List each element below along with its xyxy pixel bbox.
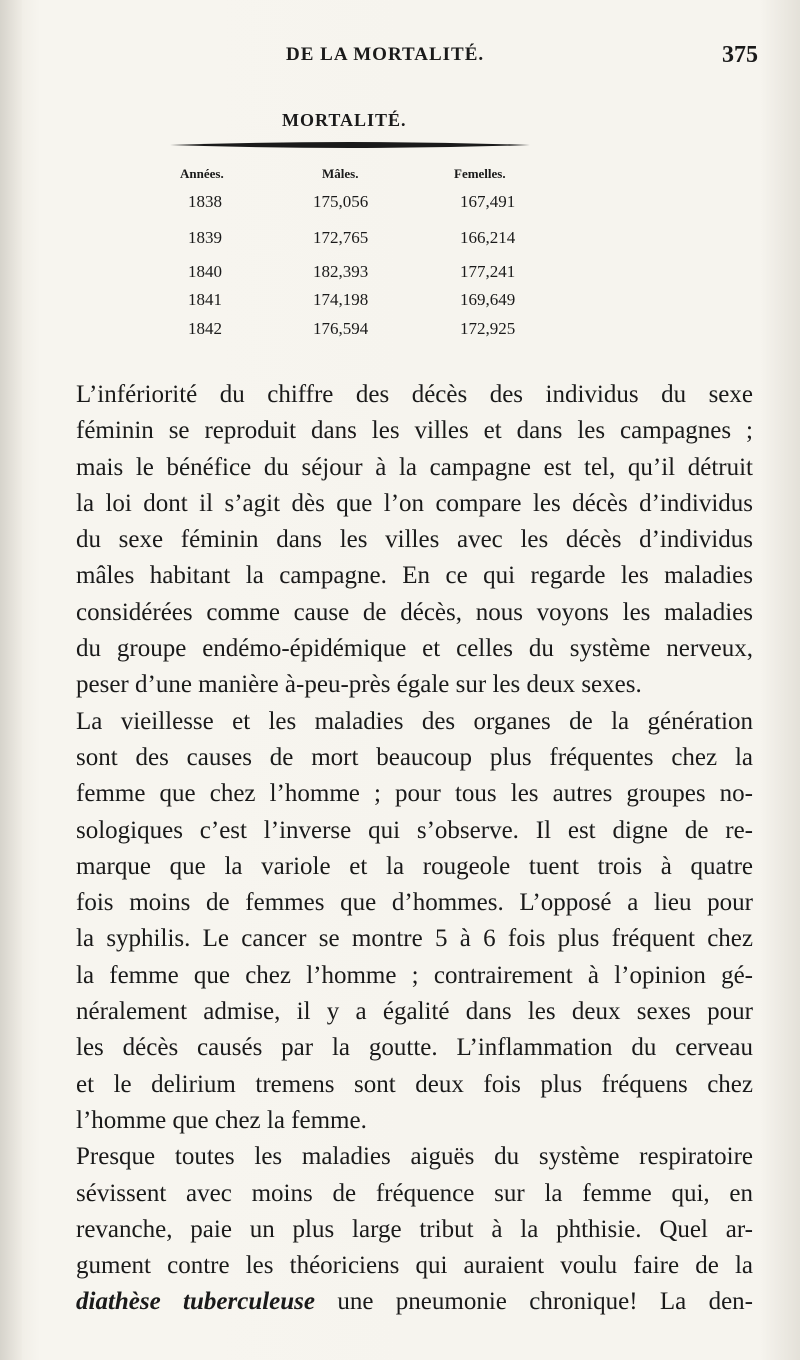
year-cell: 1840 xyxy=(188,262,222,281)
paragraph-1 xyxy=(76,377,753,704)
text-line: gument contre les théoriciens qui auraient voulu faire de la xyxy=(76,1252,753,1280)
text-line: peser d’une manière à-peu-près égale sur les deux sexes. xyxy=(76,671,642,699)
text-line: marque que la variole et la rougeole tuent trois à quatre xyxy=(76,852,753,880)
year-cell: 1842 xyxy=(188,319,222,338)
ornamental-rule xyxy=(170,141,530,149)
table-row xyxy=(0,192,800,220)
italic-term: diathèse tuberculeuse xyxy=(76,1288,316,1316)
text-line: les décès causés par la goutte. L’inflammation du cerveau xyxy=(76,1034,753,1062)
year-cell: 1841 xyxy=(188,290,222,309)
text-line: la syphilis. Le cancer se montre 5 à 6 fois plus fréquent chez xyxy=(76,925,753,953)
body-text xyxy=(76,377,753,1321)
text-line: la femme que chez l’homme ; contrairement à l’opinion gé- xyxy=(76,961,753,989)
table-row xyxy=(0,228,800,256)
males-cell: 176,594 xyxy=(313,319,369,338)
text-line: et le delirium tremens sont deux fois plus fréquens chez xyxy=(76,1070,753,1098)
text-line: considérées comme cause de décès, nous voyons les maladies xyxy=(76,598,753,626)
text-line: fois moins de femmes que d’hommes. L’opposé a lieu pour xyxy=(76,889,753,917)
females-cell: 172,925 xyxy=(460,319,516,338)
males-cell: 174,198 xyxy=(313,290,369,309)
text-line: L’infériorité du chiffre des décès des individus du sexe xyxy=(76,381,753,408)
text-line: mais le bénéfice du séjour à la campagne est tel, qu’il détruit xyxy=(76,453,753,481)
text-line: du groupe endémo-épidémique et celles du système nerveux, xyxy=(76,635,753,663)
females-cell: 167,491 xyxy=(460,192,516,211)
year-cell: 1838 xyxy=(188,192,222,211)
text-line: La vieillesse et les maladies des organes de la génération xyxy=(76,707,753,735)
text-line: sévissent avec moins de fréquence sur la femme qui, en xyxy=(76,1179,753,1207)
year-cell: 1839 xyxy=(188,228,222,247)
table-row xyxy=(0,290,800,318)
column-header-males: Mâles. xyxy=(322,166,359,181)
running-title: DE LA MORTALITÉ. xyxy=(286,44,485,65)
males-cell: 172,765 xyxy=(313,228,369,247)
text-line: féminin se reproduit dans les villes et dans les campagnes ; xyxy=(76,417,753,445)
males-cell: 175,056 xyxy=(313,192,369,211)
text-line: l’homme que chez la femme. xyxy=(76,1106,367,1134)
page-number: 375 xyxy=(722,42,758,68)
text-line-last xyxy=(76,1284,753,1320)
text-line: Presque toutes les maladies aiguës du système respiratoire xyxy=(76,1143,753,1171)
table-row xyxy=(0,319,800,347)
females-cell: 166,214 xyxy=(460,228,516,247)
text-line: revanche, paie un plus large tribut à la phthisie. Quel ar- xyxy=(76,1215,753,1243)
text-fragment: une pneumonie chronique! La den- xyxy=(315,1288,753,1316)
text-line: femme que chez l’homme ; pour tous les autres groupes no- xyxy=(76,780,753,808)
females-cell: 177,241 xyxy=(460,262,516,281)
text-line: sont des causes de mort beaucoup plus fréquentes chez la xyxy=(76,743,753,771)
paragraph-2 xyxy=(76,704,753,1140)
paragraph-3 xyxy=(76,1139,753,1320)
table-row xyxy=(0,262,800,290)
text-line: la loi dont il s’agit dès que l’on compare les décès d’individus xyxy=(76,489,753,517)
text-line: néralement admise, il y a égalité dans les deux sexes pour xyxy=(76,998,753,1026)
column-header-females: Femelles. xyxy=(454,166,506,181)
males-cell: 182,393 xyxy=(313,262,369,281)
females-cell: 169,649 xyxy=(460,290,516,309)
column-header-years: Années. xyxy=(180,166,224,181)
text-line: sologiques c’est l’inverse qui s’observe. Il est digne de re- xyxy=(76,816,753,844)
table-title: MORTALITÉ. xyxy=(282,110,407,130)
text-line: du sexe féminin dans les villes avec les décès d’individus xyxy=(76,526,753,554)
text-line: mâles habitant la campagne. En ce qui regarde les maladies xyxy=(76,562,753,590)
